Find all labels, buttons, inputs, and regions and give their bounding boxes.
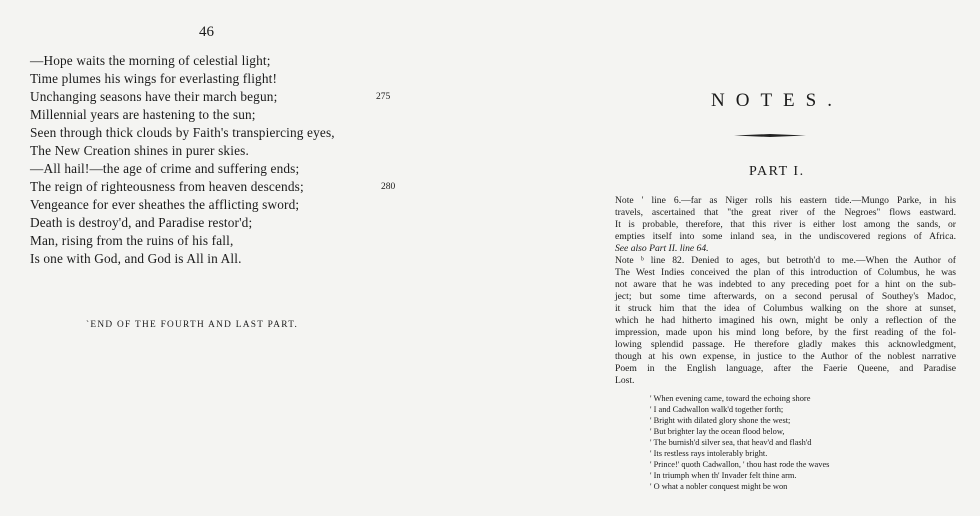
poem-line: The New Creation shines in purer skies. (30, 143, 249, 158)
verse-line: ' The burnish'd silver sea, that heav'd and flash'd (650, 438, 812, 447)
poem-line: Millennial years are hastening to the sun; (30, 107, 256, 122)
verse-line: ' But brighter lay the ocean flood below, (650, 427, 785, 436)
note-line: empties itself into some inland sea, in the undiscovered regions of Africa. (615, 231, 956, 242)
ornamental-rule (734, 134, 806, 137)
note-line: impression, made upon his mind long before, by the first reading of the fol- (615, 327, 956, 338)
verse-line: ' O what a nobler conquest might be won (650, 482, 788, 491)
note-line: though at his own expense, in justice to the Author of the noblest narrative (615, 351, 956, 362)
note-line: It is probable, therefore, that this river is either lost among the sands, or (615, 219, 956, 230)
verse-line: ' Its restless rays intolerably bright. (650, 449, 768, 458)
poem-line: Time plumes his wings for everlasting flight! (30, 71, 278, 86)
verse-line: ' I and Cadwallon walk'd together forth; (650, 405, 784, 414)
note-line: which he had hitherto imagined his own, might be only a reflection of the (615, 315, 956, 326)
poem-line: Vengeance for ever sheathes the afflicting sword; (30, 197, 300, 212)
poem-line: Unchanging seasons have their march begun; (30, 89, 278, 104)
notes-heading: NOTES. (711, 90, 843, 111)
line-number: 275 (376, 92, 391, 102)
poem-line: —Hope waits the morning of celestial light; (30, 53, 271, 68)
verse-line: ' Bright with dilated glory shone the west; (650, 416, 791, 425)
poem-line: The reign of righteousness from heaven descends; (30, 179, 304, 194)
note-line: ject; but some time afterwards, on a second perusal of Southey's Madoc, (615, 291, 956, 302)
part-heading: PART I. (749, 164, 805, 179)
note-line: not aware that he was indebted to any preceding poet for a hint on the sub- (615, 279, 956, 290)
note-line: travels, ascertained that "the great river of the Negroes" flows eastward. (615, 207, 956, 218)
poem-line: —All hail!—the age of crime and suffering ends; (30, 161, 300, 176)
note-line: lowing splendid passage. He therefore gladly makes this acknowledgment, (615, 339, 956, 350)
verse-line: ' When evening came, toward the echoing shore (650, 394, 811, 403)
poem-line: Man, rising from the ruins of his fall, (30, 233, 234, 248)
note-line: Note ' line 6.—far as Niger rolls his eastern tide.—Mungo Parke, in his (615, 195, 956, 206)
poem-line: Is one with God, and God is All in All. (30, 251, 242, 266)
note-line: See also Part II. line 64. (615, 243, 709, 254)
note-line: Poem in the English language, after the Faerie Queene, and Paradise (615, 363, 956, 374)
poem-line: Death is destroy'd, and Paradise restor'd; (30, 215, 253, 230)
right-page (490, 0, 980, 516)
note-line: it struck him that the idea of Columbus walking on the shore at sunset, (615, 303, 956, 314)
line-number: 280 (381, 182, 396, 192)
verse-line: ' In triumph when th' Invader felt thine arm. (650, 471, 797, 480)
page-number: 46 (199, 24, 214, 40)
note-line: The West Indies conceived the plan of this introduction of Columbus, he was (615, 267, 956, 278)
note-line: Lost. (615, 375, 635, 386)
verse-line: ' Prince!' quoth Cadwallon, ' thou hast rode the waves (650, 460, 830, 469)
poem-line: Seen through thick clouds by Faith's transpiercing eyes, (30, 125, 335, 140)
note-line: Note ᵇ line 82. Denied to ages, but betroth'd to me.—When the Author of (615, 255, 956, 266)
end-of-part-note: `END OF THE FOURTH AND LAST PART. (86, 320, 299, 330)
